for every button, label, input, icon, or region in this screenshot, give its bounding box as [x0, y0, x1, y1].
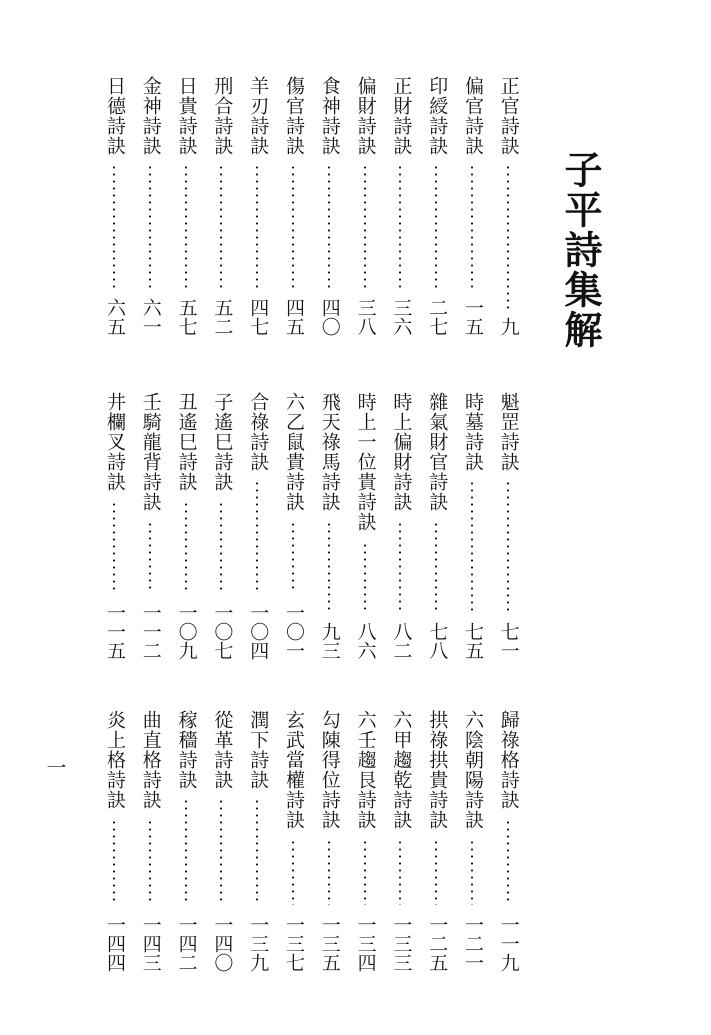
toc-entry-page: 一一二: [139, 603, 162, 660]
toc-entry[interactable]: [243, 392, 273, 660]
toc-leader-dots: [292, 164, 294, 289]
toc-entry[interactable]: [207, 392, 237, 660]
toc-leader-dots: [328, 839, 330, 905]
toc-entry[interactable]: [243, 76, 273, 336]
toc-entry-page: 四五: [283, 298, 305, 336]
toc-entry[interactable]: [315, 710, 345, 972]
toc-entry-title: 羊刃詩訣: [247, 76, 270, 156]
toc-entry-title: 合祿詩訣: [247, 392, 270, 472]
toc-entry-page: 一三四: [354, 915, 377, 972]
toc-entry[interactable]: [458, 710, 488, 972]
toc-entry-title: 偏財詩訣: [354, 76, 377, 156]
toc-leader-dots: [185, 798, 187, 905]
toc-leader-dots: [364, 542, 366, 614]
toc-entry[interactable]: [100, 392, 130, 660]
toc-entry-page: 七一: [497, 622, 520, 660]
toc-entry-page: 一四三: [139, 915, 162, 972]
toc-entry-page: 一三九: [247, 915, 270, 972]
toc-leader-dots: [471, 480, 473, 613]
toc-entry[interactable]: [386, 76, 416, 336]
toc-entry-page: 四七: [247, 298, 270, 336]
toc-section-3: [100, 710, 560, 972]
toc-leader-dots: [435, 164, 437, 289]
toc-entry-page: 一〇七: [211, 603, 234, 660]
toc-entry-title: 玄武當權詩訣: [283, 710, 305, 830]
toc-entry-title: 魁罡詩訣: [497, 392, 520, 472]
toc-leader-dots: [185, 501, 187, 593]
toc-entry-page: 八二: [390, 622, 413, 660]
toc-entry[interactable]: [351, 76, 381, 336]
toc-entry-title: 拱祿拱貴詩訣: [426, 710, 449, 830]
toc-entry[interactable]: [243, 710, 273, 972]
toc-entry[interactable]: [315, 76, 345, 336]
toc-section-1: [100, 76, 560, 336]
toc-entry-page: 九三: [318, 622, 341, 660]
toc-leader-dots: [507, 164, 509, 310]
toc-entry-page: 三六: [390, 298, 413, 336]
toc-leader-dots: [149, 819, 151, 905]
toc-entry-page: 二七: [426, 298, 449, 336]
toc-entry[interactable]: [494, 392, 524, 660]
toc-entry-title: 時墓詩訣: [462, 392, 484, 472]
toc-entry-title: 雜氣財官詩訣: [426, 392, 449, 512]
page-number: 一: [43, 757, 67, 777]
toc-leader-dots: [220, 798, 222, 905]
toc-entry-title: 六壬趨艮詩訣: [354, 710, 377, 830]
toc-leader-dots: [471, 839, 473, 905]
toc-entry[interactable]: [386, 392, 416, 660]
toc-entry[interactable]: [386, 710, 416, 972]
toc-leader-dots: [256, 798, 258, 905]
toc-leader-dots: [435, 521, 437, 613]
toc-entry[interactable]: [315, 392, 345, 660]
toc-entry-title: 金神詩訣: [139, 76, 162, 156]
toc-entry-page: 八六: [354, 622, 377, 660]
toc-entry-page: 一四〇: [211, 915, 234, 972]
toc-entry[interactable]: [172, 392, 202, 660]
toc-entry[interactable]: [279, 392, 309, 660]
toc-entry-page: 一〇一: [283, 603, 305, 660]
toc-entry-page: 三八: [354, 298, 377, 336]
toc-entry-title: 歸祿格詩訣: [497, 710, 520, 810]
toc-entry[interactable]: [136, 392, 166, 660]
toc-entry-title: 井欄叉詩訣: [104, 392, 126, 492]
toc-entry[interactable]: [100, 76, 130, 336]
toc-entry[interactable]: [458, 76, 488, 336]
toc-entry-page: 四〇: [318, 298, 341, 336]
toc-leader-dots: [507, 480, 509, 613]
toc-leader-dots: [185, 164, 187, 289]
toc-leader-dots: [364, 839, 366, 905]
toc-entry[interactable]: [207, 710, 237, 972]
toc-entry-page: 六五: [104, 298, 126, 336]
toc-entry[interactable]: [207, 76, 237, 336]
toc-entry-page: 一三三: [390, 915, 413, 972]
toc-leader-dots: [328, 164, 330, 289]
toc-leader-dots: [256, 480, 258, 593]
toc-leader-dots: [364, 164, 366, 289]
toc-leader-dots: [292, 521, 294, 593]
toc-entry-title: 刑合詩訣: [211, 76, 234, 156]
toc-entry-page: 一二五: [426, 915, 449, 972]
toc-leader-dots: [399, 839, 401, 905]
toc-entry-page: 一三五: [318, 915, 341, 972]
toc-entry-page: 一四四: [104, 915, 126, 972]
toc-entry-title: 壬騎龍背詩訣: [139, 392, 162, 512]
toc-entry-page: 七五: [462, 622, 484, 660]
toc-leader-dots: [149, 164, 151, 289]
toc-entry-page: 一〇四: [247, 603, 270, 660]
book-title: 子平詩集解: [558, 150, 602, 350]
toc-leader-dots: [113, 819, 115, 905]
toc-entry-page: 一五: [462, 298, 484, 336]
toc-entry-title: 六陰朝陽詩訣: [462, 710, 484, 830]
toc-leader-dots: [256, 164, 258, 289]
toc-leader-dots: [220, 164, 222, 289]
toc-entry[interactable]: [422, 392, 452, 660]
toc-leader-dots: [149, 521, 151, 593]
toc-entry-title: 從革詩訣: [211, 710, 234, 790]
toc-entry[interactable]: [458, 392, 488, 660]
toc-entry-title: 炎上格詩訣: [104, 710, 126, 810]
toc-entry-title: 時上一位貴詩訣: [354, 392, 377, 532]
toc-entry-page: 一一九: [497, 915, 520, 972]
toc-entry[interactable]: [279, 710, 309, 972]
toc-entry-page: 六一: [139, 298, 162, 336]
toc-entry-page: 一二一: [462, 915, 484, 972]
toc-entry-title: 日德詩訣: [104, 76, 126, 156]
toc-entry-title: 正財詩訣: [390, 76, 413, 156]
toc-entry-title: 勾陳得位詩訣: [318, 710, 341, 830]
toc-entry-page: 五七: [175, 298, 198, 336]
toc-leader-dots: [220, 501, 222, 593]
toc-entry[interactable]: [422, 76, 452, 336]
toc-leader-dots: [399, 521, 401, 613]
toc-leader-dots: [435, 839, 437, 905]
toc-entry-title: 飛天祿馬詩訣: [318, 392, 341, 512]
toc-leader-dots: [113, 164, 115, 289]
toc-leader-dots: [399, 164, 401, 289]
toc-entry-title: 偏官詩訣: [462, 76, 484, 156]
toc-entry-title: 稼穡詩訣: [175, 710, 198, 790]
toc-section-2: [100, 392, 560, 660]
toc-leader-dots: [471, 164, 473, 289]
toc-entry-page: 一〇九: [175, 603, 198, 660]
toc-entry-page: 五二: [211, 298, 234, 336]
toc-entry-title: 日貴詩訣: [175, 76, 198, 156]
toc-entry[interactable]: [100, 710, 130, 972]
toc-entry-page: 一三七: [283, 915, 305, 972]
toc-leader-dots: [292, 839, 294, 905]
toc-entry-title: 曲直格詩訣: [139, 710, 162, 810]
toc-entry[interactable]: [494, 710, 524, 972]
toc-entry-title: 傷官詩訣: [283, 76, 305, 156]
toc-entry-title: 時上偏財詩訣: [390, 392, 413, 512]
toc-entry-title: 印綬詩訣: [426, 76, 449, 156]
toc-entry[interactable]: [136, 710, 166, 972]
toc-entry-page: 七八: [426, 622, 449, 660]
toc-entry[interactable]: [351, 710, 381, 972]
toc-entry-title: 子遙巳詩訣: [211, 392, 234, 492]
toc-entry-title: 六甲趨乾詩訣: [390, 710, 413, 830]
toc-entry[interactable]: [422, 710, 452, 972]
toc-entry[interactable]: [351, 392, 381, 660]
toc-leader-dots: [113, 501, 115, 593]
toc-leader-dots: [328, 521, 330, 613]
toc-entry-page: 一四二: [175, 915, 198, 972]
toc-entry[interactable]: [279, 76, 309, 336]
toc-entry-title: 食神詩訣: [318, 76, 341, 156]
toc-entry-page: 一一五: [104, 603, 126, 660]
toc-entry-title: 潤下詩訣: [247, 710, 270, 790]
toc-entry[interactable]: [172, 76, 202, 336]
toc-entry-page: 九: [497, 317, 520, 336]
toc-entry-title: 丑遙巳詩訣: [175, 392, 198, 492]
toc-entry-title: 正官詩訣: [497, 76, 520, 156]
toc-entry-title: 六乙鼠貴詩訣: [283, 392, 305, 512]
toc-entry[interactable]: [494, 76, 524, 336]
toc-entry[interactable]: [136, 76, 166, 336]
toc-leader-dots: [507, 819, 509, 905]
toc-entry[interactable]: [172, 710, 202, 972]
